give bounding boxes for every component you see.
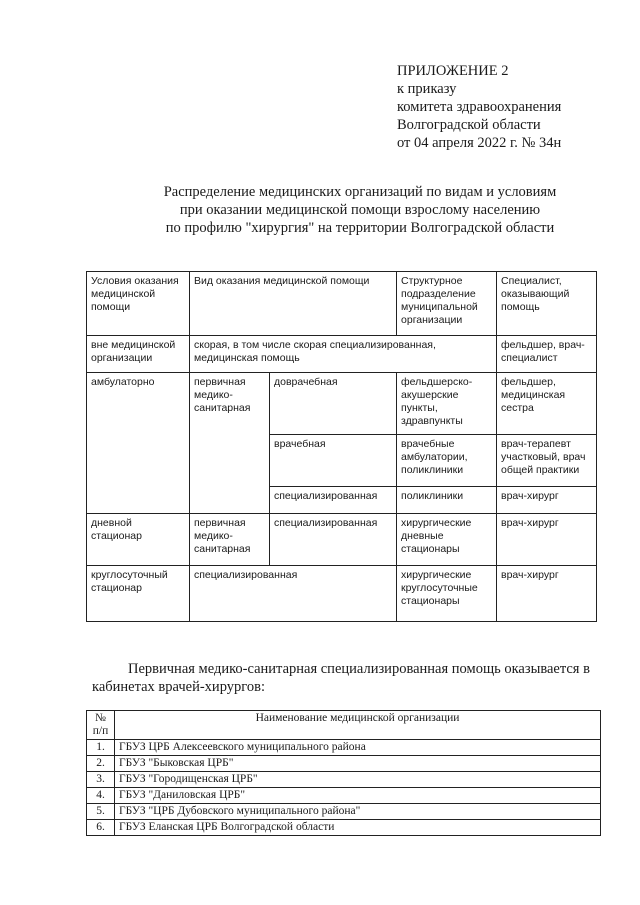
table-row <box>87 336 597 373</box>
table-row <box>87 788 601 804</box>
table-row <box>87 373 597 435</box>
document-title <box>100 183 620 237</box>
appendix-title: ПРИЛОЖЕНИЕ 2 <box>397 63 509 79</box>
table-row <box>87 566 597 622</box>
cell-type: скорая, в том числе скорая специализированная, медицинская помощь <box>190 336 497 373</box>
org-name: ГБУЗ "Быковская ЦРБ" <box>115 756 601 772</box>
row-number: 1. <box>87 740 115 756</box>
distribution-table <box>86 271 597 622</box>
cell-subtype: врачебная <box>270 435 397 487</box>
org-name: ГБУЗ "Даниловская ЦРБ" <box>115 788 601 804</box>
header-specialist: Специалист, оказывающий помощь <box>497 272 597 336</box>
cell-subtype: специализированная <box>270 487 397 514</box>
cell-specialist: фельдшер, медицинская сестра <box>497 373 597 435</box>
table-header-row <box>87 272 597 336</box>
cell-specialist: фельдшер, врач-специалист <box>497 336 597 373</box>
header-unit: Структурное подразделение муниципальной организации <box>397 272 497 336</box>
org-name: ГБУЗ Еланская ЦРБ Волгоградской области <box>115 820 601 836</box>
appendix-block <box>397 62 561 152</box>
org-header-row <box>87 711 601 740</box>
title-line-2: при оказании медицинской помощи взрослому населению <box>179 202 541 218</box>
cell-unit: хирургические круглосуточные стационары <box>397 566 497 622</box>
table-row <box>87 514 597 566</box>
table-row <box>87 820 601 836</box>
cell-unit: поликлиники <box>397 487 497 514</box>
paragraph-text: Первичная медико-санитарная специализированная помощь оказывается в кабинетах врачей-хирургов: <box>92 661 590 695</box>
cell-type: специализированная <box>190 566 397 622</box>
cell-type: первичная медико-санитарная <box>190 373 270 514</box>
cell-specialist: врач-хирург <box>497 514 597 566</box>
cell-subtype: доврачебная <box>270 373 397 435</box>
cell-specialist: врач-хирург <box>497 487 597 514</box>
table-row <box>87 804 601 820</box>
appendix-order: к приказу <box>397 81 457 97</box>
title-line-3: по профилю "хирургия" на территории Волгоградской области <box>165 220 555 236</box>
appendix-region: Волгоградской области <box>397 117 541 133</box>
table-row <box>87 756 601 772</box>
appendix-committee: комитета здравоохранения <box>397 99 562 115</box>
cell-unit: фельдшерско-акушерские пункты, здравпункты <box>397 373 497 435</box>
organizations-table <box>86 710 601 836</box>
appendix-date: от 04 апреля 2022 г. № 34н <box>397 135 562 151</box>
cell-specialist: врач-терапевт участковый, врач общей практики <box>497 435 597 487</box>
org-name: ГБУЗ "ЦРБ Дубовского муниципального района" <box>115 804 601 820</box>
org-name: ГБУЗ "Городищенская ЦРБ" <box>115 772 601 788</box>
header-conditions: Условия оказания медицинской помощи <box>87 272 190 336</box>
cell-specialist: врач-хирург <box>497 566 597 622</box>
row-number: 5. <box>87 804 115 820</box>
cell-subtype: специализированная <box>270 514 397 566</box>
cell-condition: дневной стационар <box>87 514 190 566</box>
title-line-1: Распределение медицинских организаций по видам и условиям <box>163 184 557 200</box>
cell-unit: хирургические дневные стационары <box>397 514 497 566</box>
cell-unit: врачебные амбулатории, поликлиники <box>397 435 497 487</box>
cell-condition: вне медицинской организации <box>87 336 190 373</box>
row-number: 4. <box>87 788 115 804</box>
table-row <box>87 772 601 788</box>
cell-condition: круглосуточный стационар <box>87 566 190 622</box>
row-number: 2. <box>87 756 115 772</box>
header-org-name: Наименование медицинской организации <box>115 711 601 740</box>
header-number: № п/п <box>87 711 115 740</box>
table-row <box>87 740 601 756</box>
cell-type: первичная медико-санитарная <box>190 514 270 566</box>
header-type: Вид оказания медицинской помощи <box>190 272 397 336</box>
paragraph <box>92 660 612 696</box>
row-number: 6. <box>87 820 115 836</box>
row-number: 3. <box>87 772 115 788</box>
org-name: ГБУЗ ЦРБ Алексеевского муниципального района <box>115 740 601 756</box>
cell-condition: амбулаторно <box>87 373 190 514</box>
